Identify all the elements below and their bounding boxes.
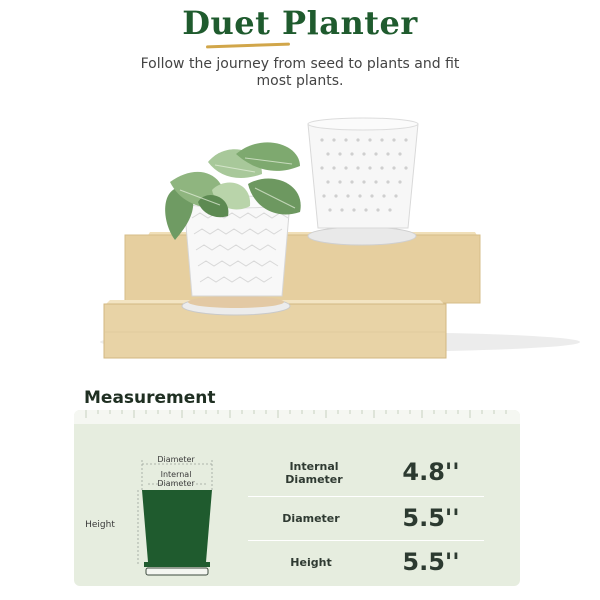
measurement-table — [246, 454, 496, 586]
subtitle: Follow the journey from seed to plants and fit most plants. — [140, 56, 460, 89]
ruler-decoration — [74, 410, 520, 424]
product-hero-image — [0, 110, 600, 380]
green-pot-icon — [104, 450, 244, 585]
white-dotted-pot-icon — [308, 118, 418, 245]
measurement-row — [246, 454, 496, 498]
height-label: Height — [85, 520, 115, 530]
measurement-panel — [74, 410, 520, 586]
row-label: Diameter — [282, 512, 340, 525]
row-divider — [248, 540, 484, 541]
title-underline — [206, 43, 290, 49]
row-value: 5.5'' — [402, 504, 460, 532]
pot-dimension-diagram — [85, 450, 244, 585]
row-value: 5.5'' — [402, 548, 460, 576]
diameter-label: Diameter — [157, 455, 195, 464]
measurement-row — [246, 498, 496, 542]
row-value: 4.8'' — [402, 458, 460, 486]
measurement-row — [246, 542, 496, 586]
wood-stand-icon — [104, 232, 480, 358]
internal-diameter-label: Internal Diameter — [157, 470, 195, 488]
row-divider — [248, 496, 484, 497]
measurement-title: Measurement — [84, 388, 216, 408]
page-title: Duet Planter — [182, 4, 418, 42]
row-label: Internal Diameter — [285, 460, 343, 486]
row-label: Height — [290, 556, 332, 569]
